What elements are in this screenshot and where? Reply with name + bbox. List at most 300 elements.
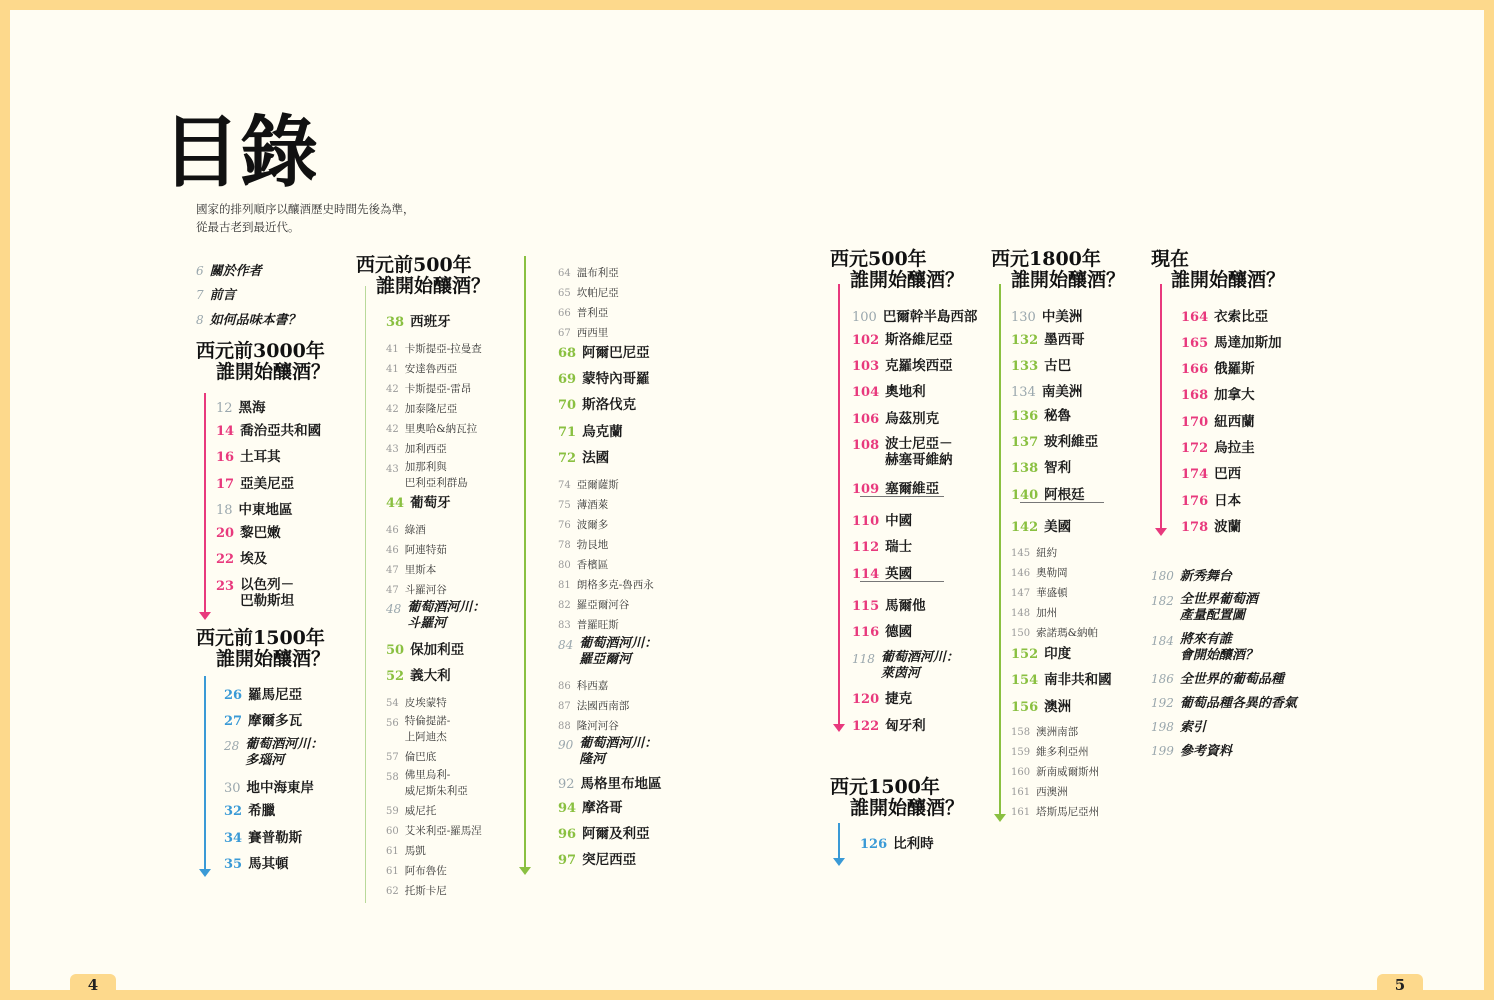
entry-title: 卡斯提亞-雷昂 <box>404 383 472 395</box>
heading-line-1: 西元前3000年 <box>196 340 325 362</box>
entry-title: 葡萄酒河川： 羅亞爾河 <box>579 636 658 667</box>
toc-entry <box>1011 583 1068 602</box>
toc-entry <box>1011 762 1099 781</box>
entry-title: 突尼西亞 <box>582 852 637 868</box>
page-number: 159 <box>1011 747 1031 758</box>
page-number: 8 <box>196 313 204 327</box>
page-number: 58 <box>386 772 399 783</box>
entry-title: 葡萄酒河川： 萊茵河 <box>880 650 959 681</box>
entry-title: 葡萄酒河川： 斗羅河 <box>407 600 486 631</box>
entry-title: 墨西哥 <box>1044 332 1085 348</box>
toc-entry <box>386 399 457 418</box>
page-number: 57 <box>386 752 399 763</box>
entry-title: 溫布利亞 <box>576 267 619 279</box>
entry-title: 澳洲 <box>1044 699 1072 715</box>
page-number: 132 <box>1011 333 1039 348</box>
heading-bc3000 <box>196 341 330 383</box>
entry-title: 科西嘉 <box>576 680 609 692</box>
entry-title: 新秀舞台 <box>1179 569 1232 584</box>
entry-title: 紐約 <box>1036 547 1058 559</box>
entry-title: 印度 <box>1044 646 1072 662</box>
entry-title: 古巴 <box>1044 358 1072 374</box>
entry-title: 如何品味本書？ <box>209 313 301 328</box>
page-number: 161 <box>1011 787 1031 798</box>
page-number: 122 <box>852 719 880 734</box>
entry-title: 巴爾幹半島西部 <box>882 309 978 325</box>
entry-title: 艾米利亞-羅馬涅 <box>404 825 482 837</box>
page-number: 180 <box>1151 569 1174 583</box>
entry-title: 塞爾維亞 <box>885 481 940 497</box>
entry-title: 倫巴底 <box>404 751 437 763</box>
toc-entry <box>1011 308 1082 326</box>
page-number: 6 <box>196 264 204 278</box>
heading-line-1: 西元1800年 <box>991 248 1101 270</box>
entry-title: 南非共和國 <box>1044 672 1112 688</box>
toc-entry <box>386 540 447 559</box>
page-number: 138 <box>1011 461 1039 476</box>
toc-entry <box>558 370 650 388</box>
entry-title: 羅亞爾河谷 <box>576 599 630 611</box>
entry-title: 西西里 <box>576 327 609 339</box>
entry-title: 比利時 <box>893 836 934 852</box>
entry-title: 斯洛維尼亞 <box>885 332 953 348</box>
heading-line-1: 西元1500年 <box>830 776 940 798</box>
toc-entry <box>1011 543 1057 562</box>
page-number: 16 <box>216 450 235 465</box>
toc-entry <box>1011 645 1071 663</box>
entry-title: 加拿大 <box>1214 387 1255 403</box>
page-number: 64 <box>558 268 571 279</box>
toc-entry <box>558 736 657 768</box>
toc-entry <box>1181 439 1255 457</box>
column-divider <box>365 286 366 903</box>
entry-title: 瑞士 <box>885 539 913 555</box>
page-number: 71 <box>558 425 577 440</box>
heading-now <box>1151 249 1285 291</box>
page-number: 65 <box>558 288 571 299</box>
toc-entry <box>386 439 447 458</box>
arrow-down-icon <box>994 814 1006 822</box>
page-number: 67 <box>558 328 571 339</box>
heading-line-2: 誰開始釀酒？ <box>1171 269 1286 291</box>
entry-title: 奧勒岡 <box>1036 567 1068 579</box>
entry-title: 馬凱 <box>404 845 426 857</box>
entry-title: 英國 <box>885 566 913 582</box>
entry-title: 法國西南部 <box>576 700 630 712</box>
entry-title: 南美洲 <box>1041 384 1083 400</box>
page-number: 35 <box>224 857 243 872</box>
entry-title: 阿根廷 <box>1044 487 1085 503</box>
toc-entry <box>1151 742 1232 760</box>
entry-title: 奧地利 <box>885 384 926 400</box>
toc-entry <box>558 449 609 467</box>
toc-entry <box>852 717 926 735</box>
entry-title: 葡萄牙 <box>410 495 451 511</box>
toc-entry <box>558 716 619 735</box>
toc-entry <box>386 881 447 900</box>
toc-entry <box>558 676 608 695</box>
toc-entry <box>196 311 301 329</box>
page-number: 84 <box>558 638 574 652</box>
entry-title: 摩爾多瓦 <box>248 713 303 729</box>
toc-entry <box>1011 603 1057 622</box>
toc-entry <box>558 263 619 282</box>
page-number: 142 <box>1011 520 1039 535</box>
toc-entry <box>386 580 447 599</box>
page-number: 30 <box>224 781 241 796</box>
page-number: 38 <box>386 315 405 330</box>
entry-title: 黑海 <box>238 400 266 416</box>
page-number: 62 <box>386 886 399 897</box>
page-number: 118 <box>852 652 875 666</box>
entry-title: 烏茲別克 <box>885 411 940 427</box>
page-number: 86 <box>558 681 571 692</box>
entry-title: 德國 <box>885 624 913 640</box>
entry-title: 里奧哈&納瓦拉 <box>404 423 478 435</box>
toc-entry <box>386 713 450 745</box>
entry-title: 日本 <box>1214 493 1242 509</box>
page-number: 52 <box>386 669 405 684</box>
entry-title: 葡萄品種各異的香氣 <box>1179 696 1297 711</box>
toc-entry <box>386 459 468 491</box>
entry-title: 喬治亞共和國 <box>240 423 322 439</box>
page-number: 116 <box>852 625 880 640</box>
toc-entry <box>386 693 447 712</box>
page-number: 146 <box>1011 568 1031 579</box>
heading-ad1800 <box>991 249 1125 291</box>
page-number: 83 <box>558 620 571 631</box>
toc-entry <box>1151 718 1206 736</box>
entry-title: 薄酒萊 <box>576 499 609 511</box>
page-number: 41 <box>386 364 399 375</box>
entry-title: 參考資料 <box>1179 744 1232 759</box>
entry-title: 威尼托 <box>404 805 437 817</box>
page-number: 103 <box>852 359 880 374</box>
entry-title: 隆河河谷 <box>576 720 619 732</box>
page-number: 186 <box>1151 672 1174 686</box>
toc-entry <box>558 396 636 414</box>
toc-entry <box>386 821 482 840</box>
page-number: 56 <box>386 718 399 729</box>
page-number: 75 <box>558 500 571 511</box>
page-number: 184 <box>1151 634 1174 648</box>
page-number: 156 <box>1011 700 1039 715</box>
toc-entry <box>386 667 451 685</box>
page-number: 94 <box>558 801 577 816</box>
page-number: 133 <box>1011 359 1039 374</box>
toc-entry <box>558 495 608 514</box>
toc-entry <box>216 524 281 542</box>
page-number: 154 <box>1011 673 1039 688</box>
toc-entry <box>216 501 293 519</box>
toc-entry <box>852 623 912 641</box>
entry-title: 香檳區 <box>576 559 609 571</box>
arrow-down-icon <box>833 858 845 866</box>
heading-line-2: 誰開始釀酒？ <box>850 269 965 291</box>
toc-entry <box>558 303 608 322</box>
page-number: 170 <box>1181 415 1209 430</box>
page-number: 106 <box>852 412 880 427</box>
entry-title: 維多利亞州 <box>1036 746 1089 758</box>
entry-title: 馬達加斯加 <box>1214 335 1282 351</box>
toc-entry <box>386 359 457 378</box>
page-number-right: 5 <box>1377 974 1423 996</box>
entry-title: 佛里烏利- 威尼斯朱利亞 <box>404 769 468 797</box>
toc-entry <box>1011 623 1098 642</box>
toc-entry <box>558 851 636 869</box>
entry-title: 希臘 <box>248 803 276 819</box>
arrow-down-icon <box>199 612 211 620</box>
entry-title: 中國 <box>885 513 913 529</box>
toc-entry <box>386 801 436 820</box>
entry-title: 新南威爾斯州 <box>1036 766 1100 778</box>
toc-entry <box>224 802 275 820</box>
page-number: 192 <box>1151 696 1174 710</box>
toc-entry <box>386 600 485 632</box>
toc-entry <box>1181 334 1282 352</box>
page-number: 82 <box>558 600 571 611</box>
toc-entry <box>1011 357 1071 375</box>
toc-entry <box>852 565 912 583</box>
page-number: 61 <box>386 846 399 857</box>
toc-entry <box>216 550 267 568</box>
page-number: 42 <box>386 404 399 415</box>
page-number: 136 <box>1011 409 1039 424</box>
page-number: 109 <box>852 482 880 497</box>
page-number: 44 <box>386 496 405 511</box>
toc-entry <box>852 650 959 682</box>
toc-entry <box>216 448 281 466</box>
entry-title: 阿布魯佐 <box>404 865 447 877</box>
page-number: 14 <box>216 424 235 439</box>
page-number: 48 <box>386 602 402 616</box>
entry-title: 黎巴嫩 <box>240 525 281 541</box>
timeline-line-green <box>524 256 526 867</box>
entry-title: 巴西 <box>1214 466 1242 482</box>
entry-title: 中美洲 <box>1041 309 1083 325</box>
page-number: 47 <box>386 565 399 576</box>
entry-title: 克羅埃西亞 <box>885 358 953 374</box>
toc-entry <box>852 538 912 556</box>
page-number: 134 <box>1011 385 1036 400</box>
page-number: 148 <box>1011 608 1031 619</box>
page-number: 7 <box>196 288 204 302</box>
toc-entry <box>1011 486 1085 504</box>
toc-entry <box>852 597 926 615</box>
toc-entry <box>558 799 623 817</box>
page-number: 165 <box>1181 336 1209 351</box>
entry-title: 皮埃蒙特 <box>404 697 447 709</box>
toc-entry <box>852 308 977 326</box>
page-number: 158 <box>1011 727 1031 738</box>
entry-title: 關於作者 <box>209 264 262 279</box>
page-number: 88 <box>558 721 571 732</box>
toc-entry <box>1011 459 1071 477</box>
heading-bc500 <box>356 255 490 297</box>
toc-entry <box>216 422 321 440</box>
toc-entry <box>558 636 657 668</box>
entry-title: 保加利亞 <box>410 642 465 658</box>
toc-entry <box>1181 465 1241 483</box>
toc-entry <box>386 419 477 438</box>
toc-entry <box>1011 802 1099 821</box>
toc-entry <box>558 696 629 715</box>
entry-title: 葡萄酒河川： 多瑙河 <box>245 737 324 768</box>
toc-entry <box>1011 518 1071 536</box>
entry-title: 馬其頓 <box>248 856 289 872</box>
toc-entry <box>1011 563 1068 582</box>
heading-line-2: 誰開始釀酒？ <box>216 361 331 383</box>
toc-entry <box>1151 670 1284 688</box>
page-number: 102 <box>852 333 880 348</box>
page-number: 92 <box>558 777 575 792</box>
heading-line-1: 西元前1500年 <box>196 627 325 649</box>
page-number: 114 <box>852 567 880 582</box>
entry-title: 加州 <box>1036 607 1058 619</box>
arrow-down-icon <box>1155 528 1167 536</box>
page-number: 178 <box>1181 520 1209 535</box>
entry-title: 紐西蘭 <box>1214 414 1255 430</box>
toc-entry <box>1181 518 1241 536</box>
page-number: 20 <box>216 526 235 541</box>
page-number: 199 <box>1151 744 1174 758</box>
toc-entry <box>196 262 262 280</box>
entry-title: 亞爾薩斯 <box>576 479 619 491</box>
page-number: 43 <box>386 464 399 475</box>
page-number: 46 <box>386 545 399 556</box>
entry-title: 摩洛哥 <box>582 800 623 816</box>
toc-entry <box>386 747 436 766</box>
entry-title: 斗羅河谷 <box>404 584 447 596</box>
page-number: 140 <box>1011 488 1039 503</box>
toc-entry <box>1181 308 1268 326</box>
heading-line-1: 西元500年 <box>830 248 927 270</box>
timeline-line-pink <box>204 393 206 612</box>
entry-title: 土耳其 <box>240 449 281 465</box>
toc-entry <box>558 775 662 793</box>
toc-entry <box>386 494 451 512</box>
page-number: 42 <box>386 424 399 435</box>
entry-title: 斯洛伐克 <box>582 397 637 413</box>
page-number: 80 <box>558 560 571 571</box>
page-number: 26 <box>224 688 243 703</box>
toc-entry <box>1011 671 1112 689</box>
toc-entry <box>386 339 482 358</box>
toc-entry <box>1151 567 1232 585</box>
entry-title: 波蘭 <box>1214 519 1242 535</box>
toc-entry <box>558 475 619 494</box>
entry-title: 捷克 <box>885 691 913 707</box>
toc-entry <box>1181 360 1255 378</box>
entry-title: 波士尼亞－ 赫塞哥維納 <box>885 436 953 468</box>
page-number: 34 <box>224 831 243 846</box>
toc-entry <box>216 577 294 609</box>
page-number: 108 <box>852 438 880 453</box>
entry-title: 阿連特茹 <box>404 544 447 556</box>
page-number: 50 <box>386 643 405 658</box>
entry-title: 秘魯 <box>1044 408 1072 424</box>
page-number: 60 <box>386 826 399 837</box>
entry-title: 匈牙利 <box>885 718 926 734</box>
page-number: 112 <box>852 540 880 555</box>
entry-title: 將來有誰 會開始釀酒？ <box>1179 632 1258 663</box>
page-number: 126 <box>860 837 888 852</box>
toc-entry <box>558 283 619 302</box>
page-number: 47 <box>386 585 399 596</box>
entry-title: 托斯卡尼 <box>404 885 447 897</box>
page-number: 12 <box>216 401 233 416</box>
page-number: 32 <box>224 804 243 819</box>
page-number: 90 <box>558 738 574 752</box>
page-number: 96 <box>558 827 577 842</box>
entry-title: 地中海東岸 <box>246 780 315 796</box>
heading-ad1500 <box>830 777 964 819</box>
toc-entry <box>1151 592 1258 624</box>
toc-entry <box>852 410 939 428</box>
toc-entry <box>558 615 619 634</box>
toc-entry <box>1181 492 1241 510</box>
page-title: 目錄 <box>162 107 319 198</box>
page-number: 27 <box>224 714 243 729</box>
toc-entry <box>558 535 608 554</box>
toc-entry <box>852 383 926 401</box>
page-number: 168 <box>1181 388 1209 403</box>
entry-title: 加那利與 巴利亞利群島 <box>404 461 468 489</box>
entry-title: 賽普勒斯 <box>248 830 303 846</box>
entry-title: 西澳洲 <box>1036 786 1068 798</box>
heading-line-1: 西元前500年 <box>356 254 472 276</box>
page-number: 174 <box>1181 467 1209 482</box>
heading-line-2: 誰開始釀酒？ <box>216 648 331 670</box>
entry-title: 坎帕尼亞 <box>576 287 619 299</box>
entry-title: 塔斯馬尼亞州 <box>1036 806 1100 818</box>
entry-title: 法國 <box>582 450 610 466</box>
entry-title: 馬爾他 <box>885 598 926 614</box>
page-number: 164 <box>1181 310 1209 325</box>
entry-title: 智利 <box>1044 460 1072 476</box>
subtitle-line-2: 從最古老到最近代。 <box>196 220 300 234</box>
toc-entry <box>386 313 451 331</box>
entry-title: 以色列－ 巴勒斯坦 <box>240 577 295 609</box>
toc-entry <box>1011 742 1089 761</box>
toc-entry <box>558 515 608 534</box>
toc-entry <box>852 436 953 468</box>
page-number: 120 <box>852 692 880 707</box>
page-number: 23 <box>216 579 235 594</box>
entry-title: 阿爾及利亞 <box>582 826 650 842</box>
page-number: 137 <box>1011 435 1039 450</box>
timeline-line-green <box>999 284 1001 814</box>
entry-title: 特倫提諾- 上阿迪杰 <box>404 715 451 743</box>
page-number: 97 <box>558 853 577 868</box>
entry-title: 衣索比亞 <box>1214 309 1269 325</box>
toc-entry <box>224 855 289 873</box>
table-of-contents-page <box>10 10 1484 990</box>
page-number: 72 <box>558 451 577 466</box>
page-number: 59 <box>386 806 399 817</box>
heading-ad500 <box>830 249 964 291</box>
page-number: 87 <box>558 701 571 712</box>
heading-bc1500 <box>196 628 330 670</box>
page-number: 42 <box>386 384 399 395</box>
toc-entry <box>558 825 650 843</box>
entry-title: 安達魯西亞 <box>404 363 458 375</box>
page-number: 69 <box>558 372 577 387</box>
toc-entry <box>224 737 323 769</box>
heading-line-1: 現在 <box>1151 248 1190 270</box>
toc-entry <box>558 344 650 362</box>
page-number: 66 <box>558 308 571 319</box>
